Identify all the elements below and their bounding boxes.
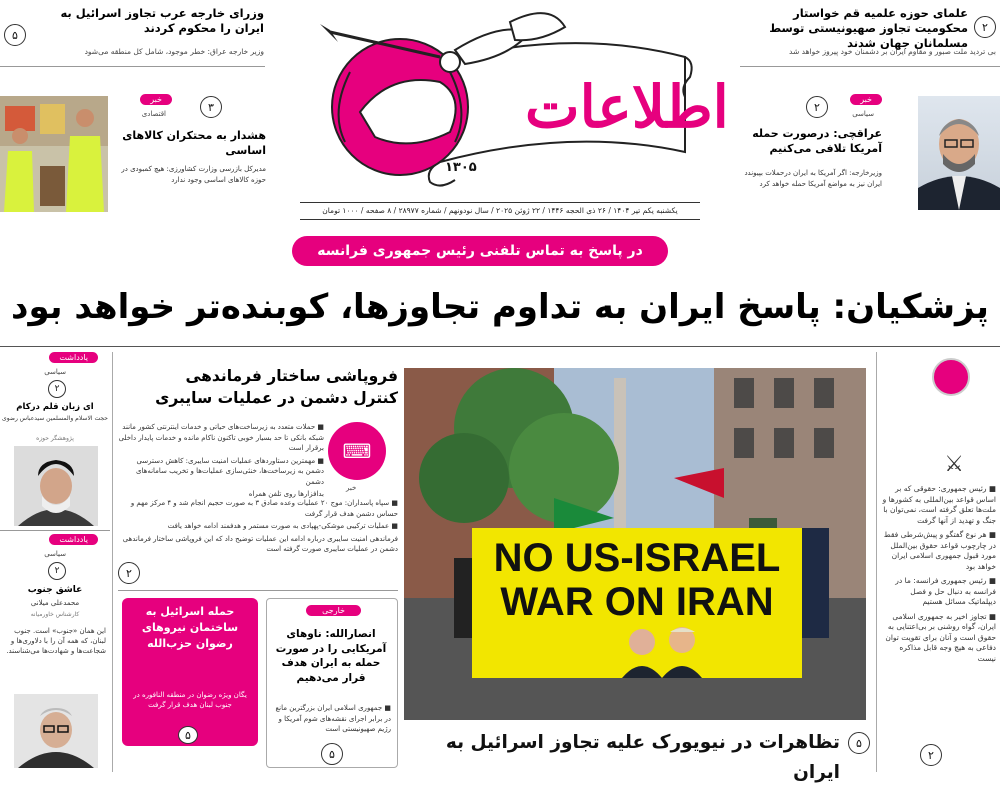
page-number-badge: ۲ <box>48 380 66 398</box>
section-subtag: سیاسی <box>44 550 66 558</box>
page-number-badge: ۵ <box>848 732 870 754</box>
story-summary: وزیرخارجه: اگر آمریکا به ایران درحملات بپیوندد ایران نیز به مواضع آمریکا حمله خواهد کرد <box>744 169 882 188</box>
divider <box>876 352 877 772</box>
note-title: عاشق جنوب <box>27 585 83 595</box>
bullet-list <box>118 498 398 555</box>
page-number-badge: ۵ <box>4 24 26 46</box>
foreign-story[interactable] <box>266 598 398 768</box>
logo-badge <box>932 358 970 396</box>
bullet: ■ سپاه پاسداران: موج ۲۰ عملیات وعده صادق ۳ به صورت حجیم انجام شد و ۴ مرکز مهم و حساس دشمن هدف قرار گرفت <box>130 499 398 518</box>
section-tag: یادداشت <box>49 534 98 545</box>
divider <box>740 66 1000 67</box>
bullet: فرماندهی امنیت سایبری درباره ادامه این عملیات توضیح داد که این فروپاشی ساختار فرماندهی دشمن در عملیات سایبری صورت گرفته است <box>122 534 398 553</box>
banner-figures <box>602 624 722 678</box>
story-title: حمله اسرائیل به ساختمان نیروهای رضوان حزب‌الله <box>141 605 239 650</box>
top-right-story[interactable] <box>748 4 996 62</box>
story-summary: بی تردید ملت صبور و مقاوم ایران بر دشمنان خود پیروز خواهد شد <box>789 47 996 56</box>
bullet: ■ مهمترین دستاوردهای عملیات امنیت سایبری: کاهش دسترسی دشمن به زیرساخت‌ها، خنثی‌سازی عملیات‌ها و تخریب سامانه‌های دشمن <box>136 456 324 486</box>
story-title: انصارالله: ناوهای آمریکایی را در صورت حمله به ایران هدف قرار می‌دهیم <box>275 628 387 684</box>
section-subtag: سیاسی <box>44 368 66 376</box>
divider <box>0 346 1000 347</box>
kicker-banner: در پاسخ به تماس تلفنی رئیس جمهوری فرانسه <box>292 236 668 266</box>
story-summary: یگان ویژه رضوان در منطقه النافوره در جنوب لبنان هدف قرار گرفت <box>133 691 247 709</box>
bullet: ■ تجاوز اخیر به جمهوری اسلامی ایران، گواه روشنی بر بی‌اعتنایی به حقوق است و آنان برای تقویت توان دفاعی به هیچ وجه قابل مذاکره نیست <box>885 611 996 663</box>
cyber-story[interactable] <box>118 366 398 584</box>
photo-caption <box>404 724 874 783</box>
note-title: ای زبان قلم درکام <box>16 402 94 412</box>
banner-line1: NO US-ISRAEL <box>493 536 781 580</box>
note-body: این همان «جنوب» است. جنوب لبنان، که همه آن را با دلاوری‌ها و شجاعت‌ها و شهادت‌ها می‌شناسند. <box>6 627 106 655</box>
right-news-box[interactable] <box>740 88 1000 212</box>
main-headline: پزشکیان: پاسخ ایران به تداوم تجاوزها، کوبنده‌تر خواهد بود <box>11 287 989 327</box>
caption-text: تظاهرات در نیویورک علیه تجاوز اسرائیل به ایران <box>445 732 840 783</box>
page-number-badge: ۲ <box>48 562 66 580</box>
page-number-badge: ۵ <box>178 726 198 744</box>
bullet: بدافزارها روی تلفن همراه <box>248 490 324 498</box>
section-tag: خبر <box>346 484 357 492</box>
top-left-story[interactable] <box>4 4 264 62</box>
story-title: علمای حوزه علمیه قم خواستار محکومیت تجاوز صهیونیستی توسط مسلمانان جهان شدند <box>769 6 968 50</box>
story-title: فروپاشی ساختار فرماندهی <box>185 367 398 385</box>
story-summary: وزیر خارجه عراق: خطر موجود، شامل کل منطقه می‌شود <box>84 47 264 56</box>
page-number-badge: ۲ <box>118 562 140 584</box>
note-subtitle: پژوهشگر حوزه <box>36 435 74 442</box>
story-title: عراقچی: درصورت حمله آمریکا تلافی می‌کنیم <box>752 127 882 155</box>
protest-banner <box>472 528 802 678</box>
left-news-box[interactable] <box>0 88 270 212</box>
divider <box>112 352 113 772</box>
divider <box>0 530 110 531</box>
note-author: محمدعلی میلانی <box>30 599 80 607</box>
section-tag: خبر <box>850 94 882 105</box>
story-summary: ■ جمهوری اسلامی ایران بزرگترین مانع در برابر اجرای نقشه‌های شوم آمریکا و رژیم صهیونیستی است <box>275 704 391 733</box>
dateline: یکشنبه یکم تیر ۱۴۰۴ / ۲۶ ذی الحجه ۱۴۴۶ / ۲۲ ژوئن ۲۰۲۵ / سال نودونهم / شماره ۲۸۹۷۷ / ۸ صفحه / ۱۰۰۰ تومان <box>300 202 700 220</box>
section-subtag: سیاسی <box>852 110 874 118</box>
banner-line2: WAR ON IRAN <box>500 580 774 624</box>
section-tag: یادداشت <box>49 352 98 363</box>
bullet-list <box>882 484 996 664</box>
author-photo <box>14 694 98 768</box>
protest-photo <box>404 368 866 720</box>
story-title: هشدار به محتکران کالاهای اساسی <box>122 129 266 157</box>
masthead <box>290 2 729 198</box>
section-tag: خبر <box>140 94 172 105</box>
note-subtitle: کارشناس خاورمیانه <box>30 611 80 618</box>
page-number-badge: ۲ <box>920 744 942 766</box>
araghchi-photo <box>918 96 1000 210</box>
bullet: ■ رئیس جمهوری فرانسه: ما در فرانسه به دنبال حل و فصل دیپلماتیک مسائل هستیم <box>895 576 996 606</box>
right-column <box>880 352 1000 772</box>
divider <box>118 590 398 591</box>
note-column-2[interactable] <box>0 534 110 770</box>
masthead-title: اطلاعات <box>525 73 729 141</box>
page-number-badge: ۳ <box>200 96 222 118</box>
story-summary: مدیرکل بازرسی وزارت کشاورزی: هیچ کمبودی در حوزه کالاهای اساسی وجود ندارد <box>121 165 266 184</box>
page-number-badge: ۵ <box>321 743 343 765</box>
note-column-1[interactable] <box>0 352 110 532</box>
page-number-badge: ۲ <box>974 16 996 38</box>
crossed-swords-icon: ⚔ <box>944 452 964 477</box>
section-subtag: اقتصادی <box>141 110 166 118</box>
pink-story[interactable] <box>122 598 258 746</box>
bullet: ■ رئیس جمهوری: حقوقی که بر اساس قواعد بین‌المللی به کشورها و ملت‌ها تعلق گرفته است، نمی‌توان با جنگ و تهدید از آنها گرفت <box>882 484 996 525</box>
masthead-year: ۱۳۰۵ <box>445 160 477 175</box>
bullet: ■ حملات متعدد به زیرساخت‌های حیاتی و خدمات اینترنتی کشور مانند شبکه بانکی تا حد بسیار خوبی تاکنون ناکام مانده و خدمات پایدار داخلی برقرار است <box>118 423 324 452</box>
note-author: حجت الاسلام والمسلمین سیدعباس رضوی <box>2 415 108 422</box>
typewriter-badge: ⌨ <box>328 422 386 480</box>
bullet-list <box>118 422 324 500</box>
story-title: کنترل دشمن در عملیات سایبری <box>155 389 398 407</box>
story-title: وزرای خارجه عرب تجاوز اسرائیل به ایران را محکوم کردند <box>60 6 264 35</box>
divider <box>0 66 265 67</box>
bullet: ■ هر نوع گفتگو و پیش‌شرطی فقط در چارچوب قواعد حقوق بین‌الملل مورد قبول جمهوری اسلامی ایران خواهد بود <box>883 530 996 571</box>
page-number-badge: ۲ <box>806 96 828 118</box>
bullet: ■ عملیات ترکیبی موشکی-پهپادی به صورت مستمر و هدفمند ادامه خواهد یافت <box>167 522 398 530</box>
author-photo <box>14 446 98 526</box>
market-workers-photo <box>0 96 108 212</box>
section-tag: خارجی <box>306 605 361 616</box>
